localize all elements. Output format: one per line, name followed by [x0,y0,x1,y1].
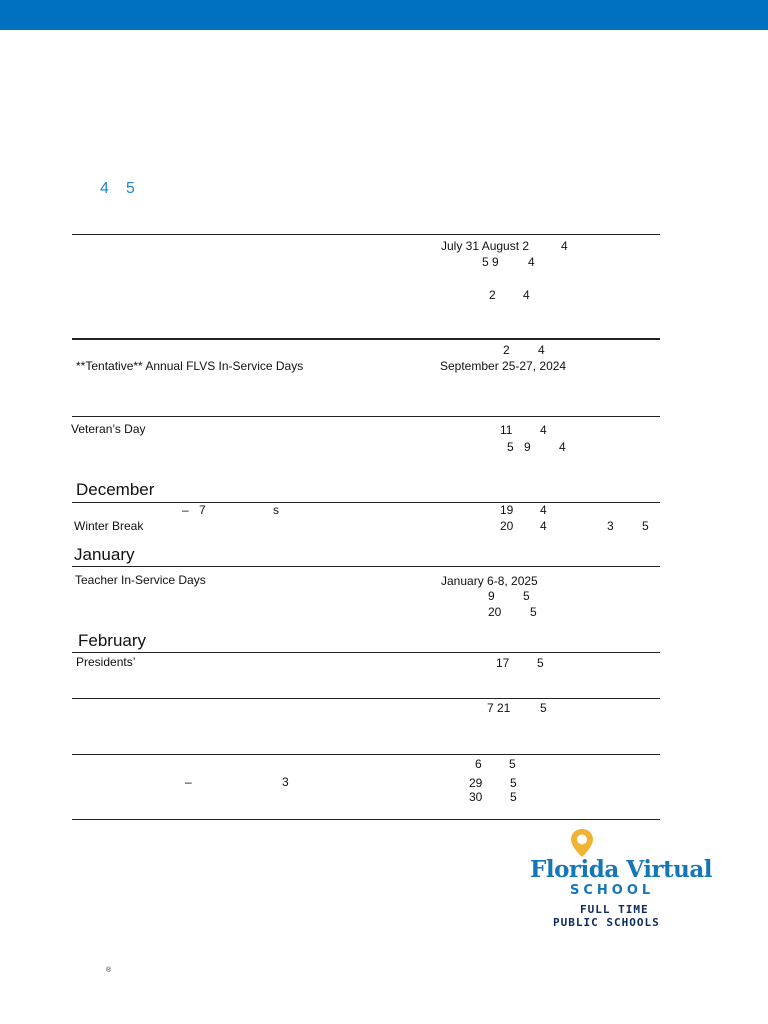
row-dash: – [182,503,189,517]
row-fragment: 7 [199,503,206,517]
title-fragment-b: 5 [126,180,135,197]
logo-text-school: SCHOOL [570,883,655,898]
row-date: 17 [496,656,510,670]
row-date: 2 [489,288,496,302]
row-date-year: 5 [509,757,516,771]
row-date-year: 5 [523,589,530,603]
row-date-year: 4 [540,423,547,437]
divider [72,566,660,567]
row-date: September 25-27, 2024 [440,359,567,373]
row-label: Teacher In-Service Days [75,573,206,587]
divider [72,234,660,235]
row-date: 11 [500,423,513,437]
row-fragment: 3 [282,775,289,789]
row-date: 20 [500,519,514,533]
row-date-year: 4 [538,343,545,357]
row-date: 19 [500,503,514,517]
divider [72,698,660,699]
divider [72,652,660,653]
divider [72,338,660,340]
row-date: 3 [607,519,614,533]
logo-text-florida-virtual: Florida Virtual [530,856,713,883]
row-date: 7 21 [487,701,511,715]
row-date-year: 5 [540,701,547,715]
divider [72,502,660,503]
row-date: July 31 August 2 [441,239,530,253]
month-heading-february: February [78,631,147,650]
row-date-year: 4 [540,519,547,533]
row-date-year: 4 [561,239,568,253]
row-date-year: 4 [540,503,547,517]
row-date: 30 [469,790,483,804]
row-label: Presidents’ [76,655,136,669]
month-heading-december: December [76,480,155,499]
row-date: 2 [503,343,510,357]
row-date-year: 5 [510,790,517,804]
row-fragment: s [273,503,279,517]
month-heading-january: January [74,545,135,564]
row-date: 20 [488,605,502,619]
row-label: **Tentative** Annual FLVS In-Service Days [76,359,304,373]
header-bar [0,0,768,30]
row-date: 29 [469,776,483,790]
divider [72,754,660,755]
row-date-year: 5 [530,605,537,619]
logo-text-full-time: FULL TIME [580,903,649,916]
logo-text-public-schools: PUBLIC SCHOOLS [553,916,660,929]
row-date: 9 [524,440,531,454]
divider [72,819,660,820]
row-date-year: 4 [523,288,530,302]
map-pin-icon [570,828,594,858]
title-fragment-a: 4 [100,180,109,197]
row-date: 6 [475,757,482,771]
row-date: 9 [488,589,495,603]
row-date-year: 5 [537,656,544,670]
registered-mark: ® [106,967,112,974]
row-label: Winter Break [74,519,144,533]
row-date: 5 [507,440,514,454]
row-label: Veteran’s Day [71,422,146,436]
row-dash: – [185,775,192,789]
row-date-year: 5 [510,776,517,790]
row-date-year: 4 [528,255,535,269]
row-date: 5 9 [482,255,499,269]
flvs-logo [528,828,712,932]
row-date: January 6-8, 2025 [441,574,538,588]
row-date-year: 4 [559,440,566,454]
divider [72,416,660,417]
row-date-year: 5 [642,519,649,533]
